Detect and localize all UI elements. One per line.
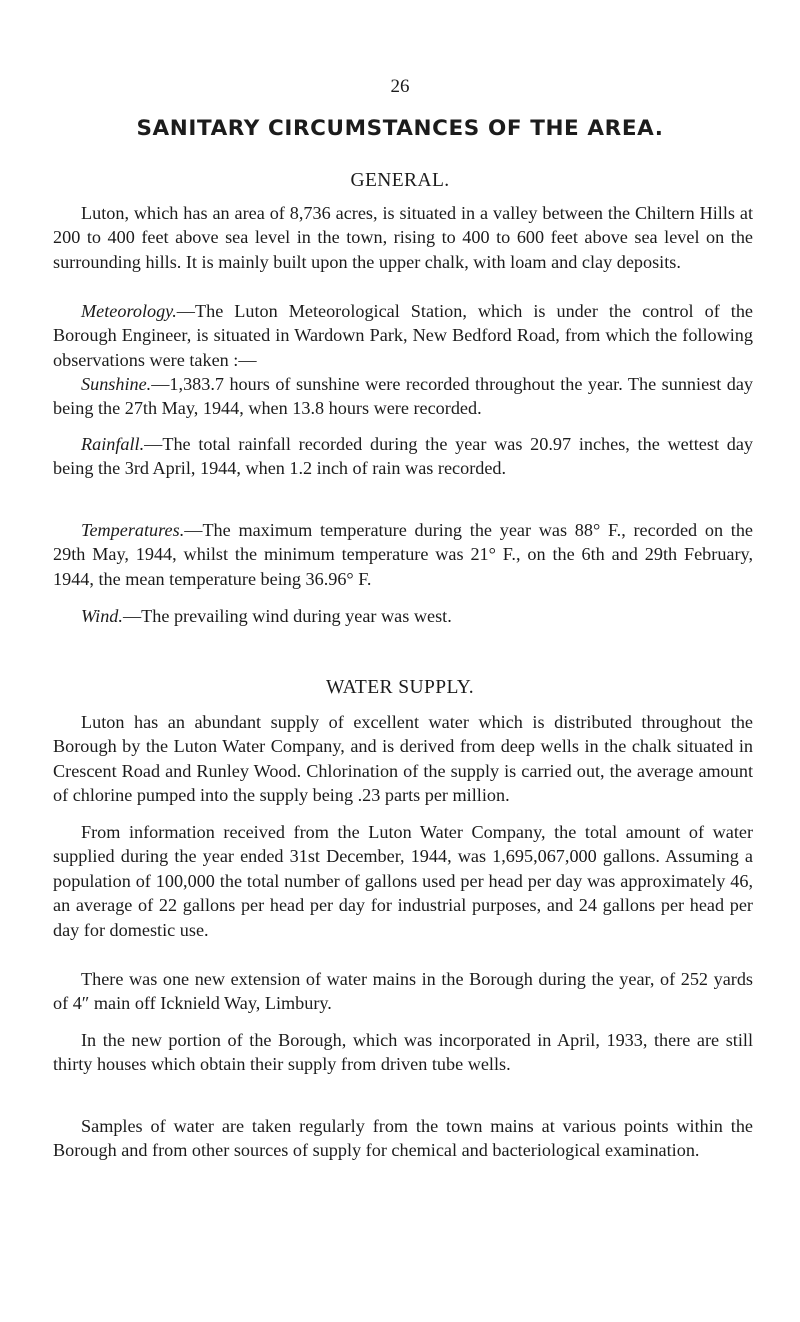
water-supply-paragraph-4: In the new portion of the Borough, which was incorporated in April, 1933, there are still thirty houses which obtain their supply from driven tube wells. [53,1030,753,1075]
page-title: SANITARY CIRCUMSTANCES OF THE AREA. [136,116,664,141]
rainfall-paragraph [53,432,753,481]
meteorology-paragraph [53,299,753,372]
water-supply-paragraph-2: From information received from the Luton Water Company, the total amount of water supplied during the year ended 31st December, 1944, was 1,695,067,000 gallons. Assuming a population of 100,000 the total number of gallons used per head per day was approximately 46, an average of 22 gallons per head per day for industrial purposes, and 24 gallons per head per day for domestic use. [53,822,753,940]
wind-paragraph [53,604,753,628]
water-supply-paragraph-5: Samples of water are taken regularly from the town mains at various points within the Borough and from other sources of supply for chemical and bacteriological examination. [53,1116,753,1161]
sunshine-text: —1,383.7 hours of sunshine were recorded throughout the year. The sunniest day being the 27th May, 1944, when 13.8 hours were recorded. [53,374,753,419]
rainfall-text: —The total rainfall recorded during the year was 20.97 inches, the wettest day being the 3rd April, 1944, when 1.2 inch of rain was recorded. [53,434,753,479]
wind-text: —The prevailing wind during year was west. [122,606,452,626]
general-intro-paragraph: Luton, which has an area of 8,736 acres, is situated in a valley between the Chiltern Hills at 200 to 400 feet above sea level in the town, rising to 400 to 600 feet above sea level on the surrounding hills. It is mainly built upon the upper chalk, with loam and clay deposits. [53,203,753,272]
section-heading-water-supply: WATER SUPPLY. [325,677,475,698]
meteorology-text: —The Luton Meteorological Station, which is under the control of the Borough Engineer, is situated in Wardown Park, New Bedford Road, from which the following observations were taken :— [53,301,753,370]
water-supply-paragraph-3: There was one new extension of water mains in the Borough during the year, of 252 yards of 4″ main off Icknield Way, Limbury. [53,969,753,1014]
temperatures-text: —The maximum temperature during the year was 88° F., recorded on the 29th May, 1944, whilst the minimum temperature was 21° F., on the 6th and 29th February, 1944, the mean temperature being 36.96° F. [53,520,753,589]
water-supply-paragraph-1: Luton has an abundant supply of excellent water which is distributed throughout the Borough by the Luton Water Company, and is derived from deep wells in the chalk situated in Crescent Road and Runley Wood. Chlorination of the supply is carried out, the average amount of chlorine pumped into the supply being .23 parts per million. [53,712,753,806]
temperatures-label: Temperatures. [81,520,185,540]
section-heading-general: GENERAL. [350,170,450,191]
page-number: 26 [390,76,410,97]
wind-label: Wind. [81,606,123,626]
sunshine-paragraph [53,372,753,421]
rainfall-label: Rainfall. [81,434,145,454]
temperatures-paragraph [53,518,753,591]
meteorology-label: Meteorology. [81,301,177,321]
sunshine-label: Sunshine. [81,374,152,394]
